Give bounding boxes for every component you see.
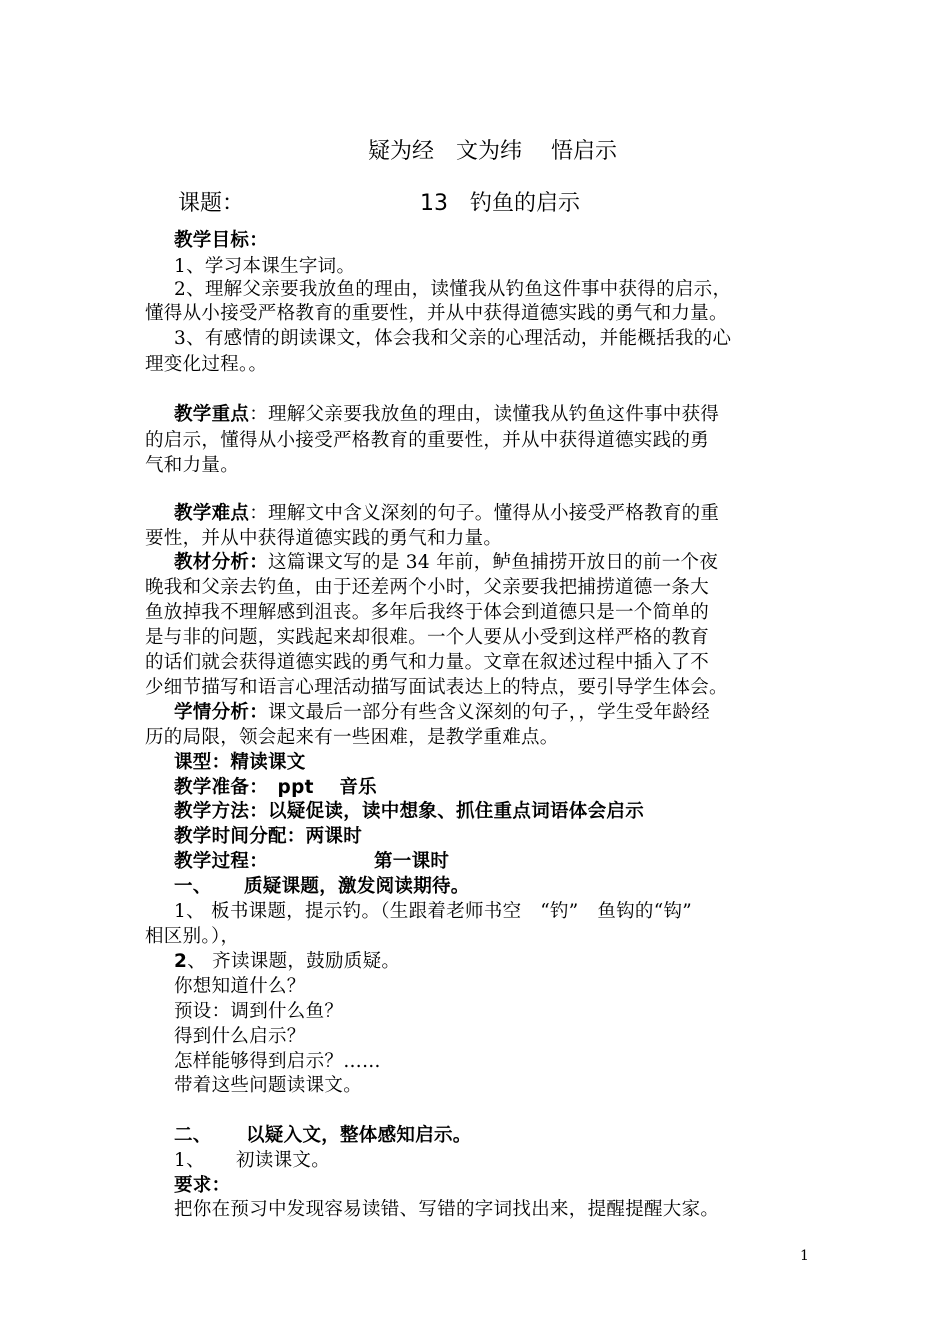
section-1-title: 质疑课题，激发阅读期待。 — [244, 876, 470, 897]
goal-3-line-1: 3、有感情的朗读课文，体会我和父亲的心理活动，并能概括我的心 — [174, 328, 732, 349]
material-line-2: 晚我和父亲去钓鱼，由于还差两个小时，父亲要我把捕捞道德一条大 — [145, 577, 710, 598]
step-1-2-text: 、 齐读课题，鼓励质疑。 — [187, 951, 401, 972]
goal-1: 1、学习本课生字词。 — [174, 256, 356, 277]
requirement-label: 要求： — [174, 1175, 231, 1196]
focus-line-1 — [174, 400, 719, 426]
step-2-1-number: 1、 — [174, 1150, 205, 1171]
student-text: 课文最后一部分有些含义深刻的句子，，学生受年龄经 — [268, 702, 710, 723]
focus-label: 教学重点 — [174, 404, 250, 425]
material-label: 教材分析： — [174, 552, 269, 573]
step-1-1-line-1: 1、 板书课题，提示钓。（生跟着老师书空 “钓” 鱼钩的“钩” — [174, 901, 693, 922]
material-line-1 — [174, 548, 718, 574]
focus-line-2: 的启示，懂得从小接受严格教育的重要性，并从中获得道德实践的勇 — [145, 430, 710, 451]
teaching-prep: 教学准备： ppt 音乐 — [174, 777, 377, 798]
goal-2-line-1: 2、理解父亲要我放鱼的理由，读懂我从钓鱼这件事中获得的启示， — [174, 279, 732, 300]
difficulty-text: ：理解文中含义深刻的句子。懂得从小接受严格教育的重 — [249, 503, 720, 524]
section-1-number: 一、 — [174, 876, 212, 897]
step-1-2 — [174, 947, 400, 973]
question-1: 你想知道什么？ — [174, 976, 306, 997]
step-1-1-line-2: 相区别。）， — [145, 926, 240, 947]
topic-label: 课题： — [178, 191, 245, 216]
material-line-6: 少细节描写和语言心理活动描写面试表达上的特点，要引导学生体会。 — [145, 677, 728, 698]
goals-label: 教学目标： — [174, 230, 269, 251]
first-lesson-label: 第一课时 — [374, 851, 450, 872]
section-2-number: 二、 — [174, 1125, 212, 1146]
focus-text: ：理解父亲要我放鱼的理由，读懂我从钓鱼这件事中获得 — [249, 404, 720, 425]
document-title: 疑为经 文为纬 悟启示 — [368, 139, 617, 164]
section-2-title: 以疑入文，整体感知启示。 — [246, 1125, 472, 1146]
lesson-type: 课型：精读课文 — [174, 752, 306, 773]
goal-3-line-2: 理变化过程。。 — [145, 354, 268, 375]
focus-line-3: 气和力量。 — [145, 455, 240, 476]
difficulty-line-1 — [174, 499, 719, 525]
student-line-2: 历的局限，领会起来有一些困难，是教学重难点。 — [145, 727, 559, 748]
material-line-3: 鱼放掉我不理解感到沮丧。多年后我终于体会到道德只是一个简单的 — [145, 602, 710, 623]
question-3: 得到什么启示？ — [174, 1026, 306, 1047]
requirement-text: 把你在预习中发现容易读错、写错的字词找出来，提醒提醒大家。 — [174, 1199, 720, 1220]
material-text: 这篇课文写的是 34 年前，鲈鱼捕捞开放日的前一个夜 — [268, 552, 719, 573]
time-allocation: 教学时间分配：两课时 — [174, 826, 363, 847]
page-number: 1 — [800, 1248, 809, 1264]
lesson-title: 13 钓鱼的启示 — [420, 191, 580, 216]
material-line-4: 是与非的问题，实践起来却很难。一个人要从小受到这样严格的教育 — [145, 627, 710, 648]
question-2: 预设：调到什么鱼？ — [174, 1001, 344, 1022]
difficulty-label: 教学难点 — [174, 503, 250, 524]
material-line-5: 的话们就会获得道德实践的勇气和力量。文章在叙述过程中插入了不 — [145, 652, 710, 673]
process-label: 教学过程： — [174, 851, 269, 872]
student-label: 学情分析： — [174, 702, 269, 723]
goal-2-line-2: 懂得从小接受严格教育的重要性，并从中获得道德实践的勇气和力量。 — [145, 303, 728, 324]
student-line-1 — [174, 698, 710, 724]
step-1-2-number: 2 — [174, 951, 188, 972]
step-2-1-text: 初读课文。 — [236, 1150, 331, 1171]
teaching-method: 教学方法：以疑促读，读中想象、抓住重点词语体会启示 — [174, 801, 645, 822]
difficulty-line-2: 要性，并从中获得道德实践的勇气和力量。 — [145, 528, 503, 549]
question-4: 怎样能够得到启示？…… — [174, 1051, 381, 1072]
question-5: 带着这些问题读课文。 — [174, 1075, 363, 1096]
